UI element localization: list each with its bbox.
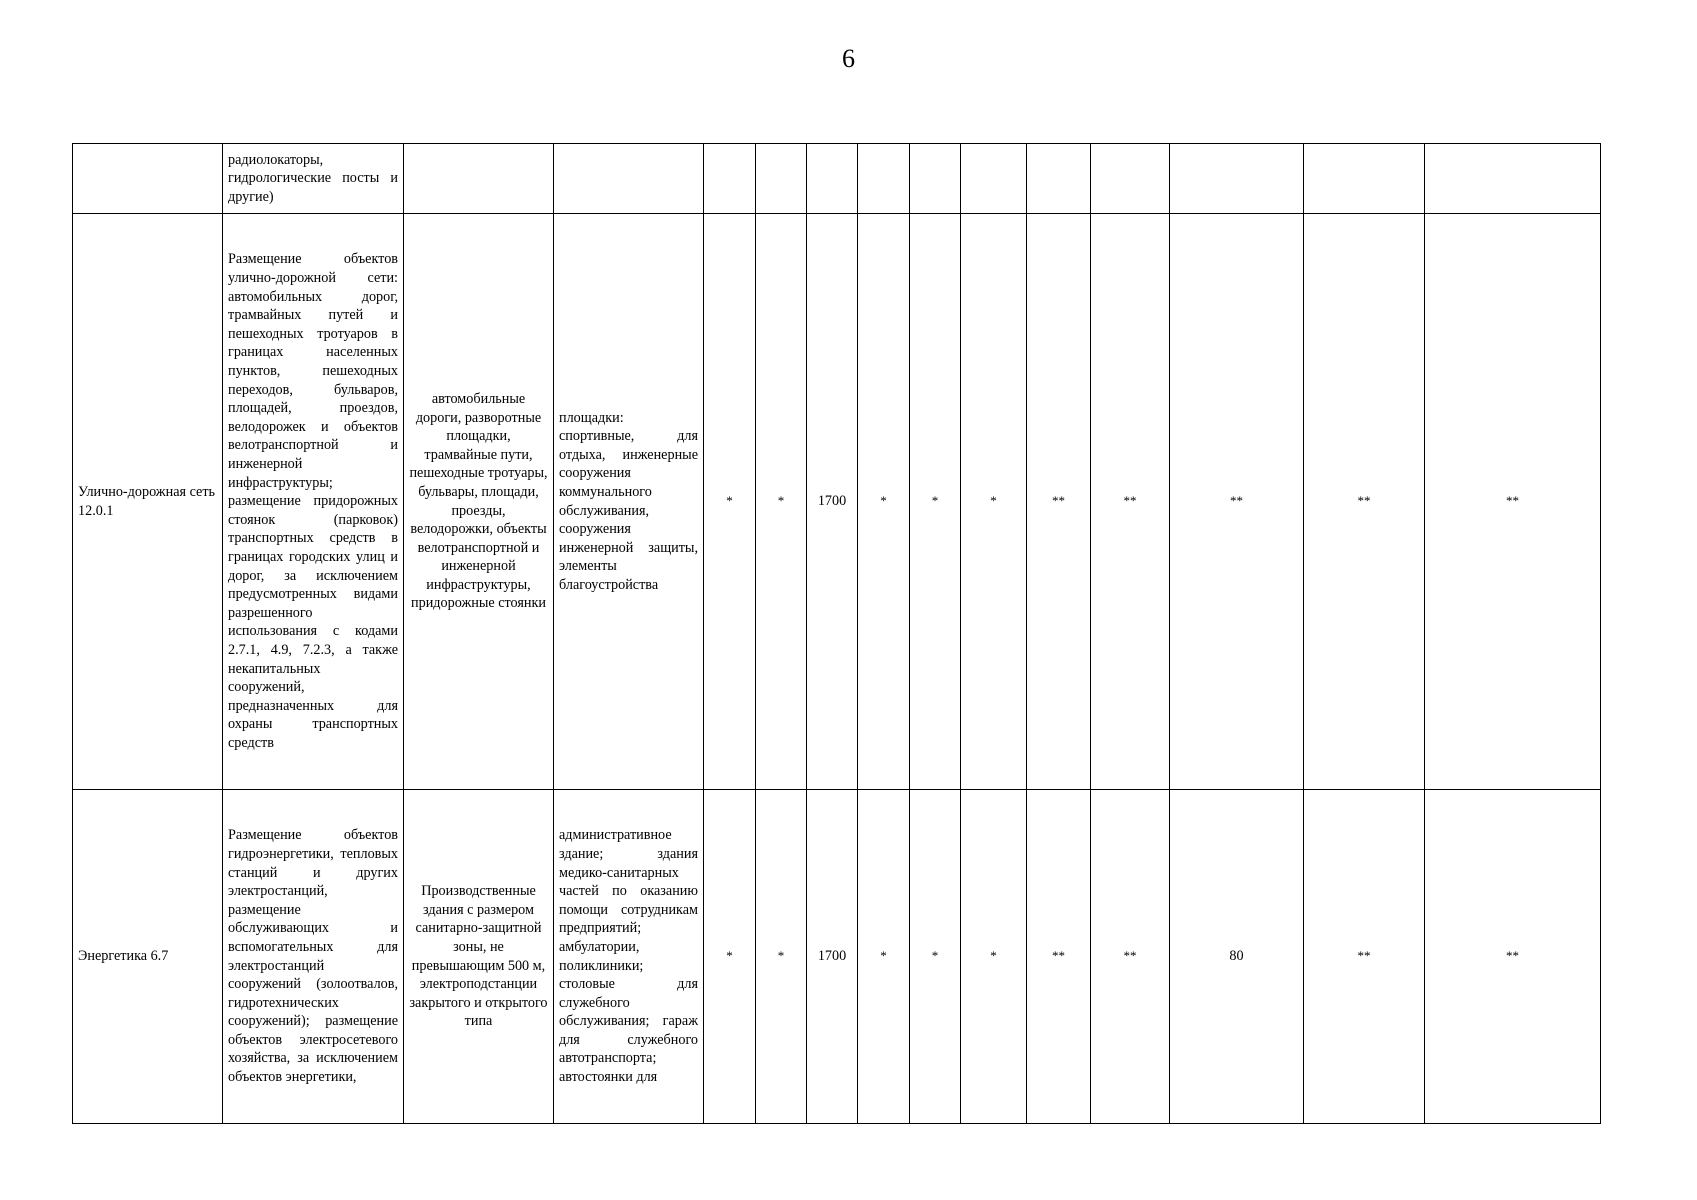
table-cell: * [961,214,1027,790]
table-cell: * [910,790,961,1124]
table-cell: * [756,790,807,1124]
table-cell: ** [1027,790,1091,1124]
table-cell: ** [1425,214,1601,790]
table-cell: * [910,214,961,790]
table-cell: ** [1027,214,1091,790]
table-cell [910,144,961,214]
table-cell [704,144,756,214]
zoning-table [72,143,1601,1124]
table-cell [756,144,807,214]
table-row [73,214,1601,790]
table-cell: ** [1304,790,1425,1124]
table-cell [858,144,910,214]
table-cell: Улично-дорожная сеть 12.0.1 [73,214,223,790]
table-cell: Производственные здания с размером санитарно-защитной зоны, не превышающим 500 м, электроподстанции закрытого и открытого типа [404,790,554,1124]
table-cell: 80 [1170,790,1304,1124]
table-cell: Размещение объектов гидроэнергетики, тепловых станций и других электростанций, размещение обслуживающих и вспомогательных для электростанций сооружений (золоотвалов, гидротехнических сооружений); размещение объектов электросетевого хозяйства, за исключением объектов энергетики, [223,790,404,1124]
table-cell: автомобильные дороги, разворотные площадки, трамвайные пути, пешеходные тротуары, бульвары, площади, проезды, велодорожки, объекты велотранспортной и инженерной инфраструктуры, придорожные стоянки [404,214,554,790]
table-cell [961,144,1027,214]
table-cell: * [704,214,756,790]
table-cell: 1700 [807,214,858,790]
table-cell [1027,144,1091,214]
table-row [73,144,1601,214]
table-cell [554,144,704,214]
table-cell: * [756,214,807,790]
table-cell [807,144,858,214]
table-cell: Размещение объектов улично-дорожной сети: автомобильных дорог, трамвайных путей и пешеходных тротуаров в границах населенных пунктов, пешеходных переходов, бульваров, площадей, проездов, велодорожек и объектов велотранспортной и инженерной инфраструктуры; размещение придорожных стоянок (парковок) транспортных средств в границах городских улиц и дорог, за исключением предусмотренных видами разрешенного использования с кодами 2.7.1, 4.9, 7.2.3, а также некапитальных сооружений, предназначенных для охраны транспортных средств [223,214,404,790]
table-cell [1304,144,1425,214]
table-cell [73,144,223,214]
table-cell: ** [1425,790,1601,1124]
table-row [73,790,1601,1124]
table-cell: * [704,790,756,1124]
table-cell: административное здание; здания медико-санитарных частей по оказанию помощи сотрудникам предприятий; амбулатории, поликлиники; столовые для служебного обслуживания; гараж для служебного автотранспорта; автостоянки для [554,790,704,1124]
table-cell: площадки: спортивные, для отдыха, инженерные сооружения коммунального обслуживания, сооружения инженерной защиты, элементы благоустройства [554,214,704,790]
table-cell [404,144,554,214]
table-cell: ** [1304,214,1425,790]
table-cell: * [858,790,910,1124]
page-number: 6 [842,44,855,73]
table-cell [1170,144,1304,214]
table-cell: ** [1170,214,1304,790]
table-cell: ** [1091,790,1170,1124]
table-cell: радиолокаторы, гидрологические посты и другие) [223,144,404,214]
table-cell [1425,144,1601,214]
table-cell: ** [1091,214,1170,790]
table-cell: 1700 [807,790,858,1124]
table-cell: * [858,214,910,790]
table-cell: Энергетика 6.7 [73,790,223,1124]
table-cell [1091,144,1170,214]
table-cell: * [961,790,1027,1124]
